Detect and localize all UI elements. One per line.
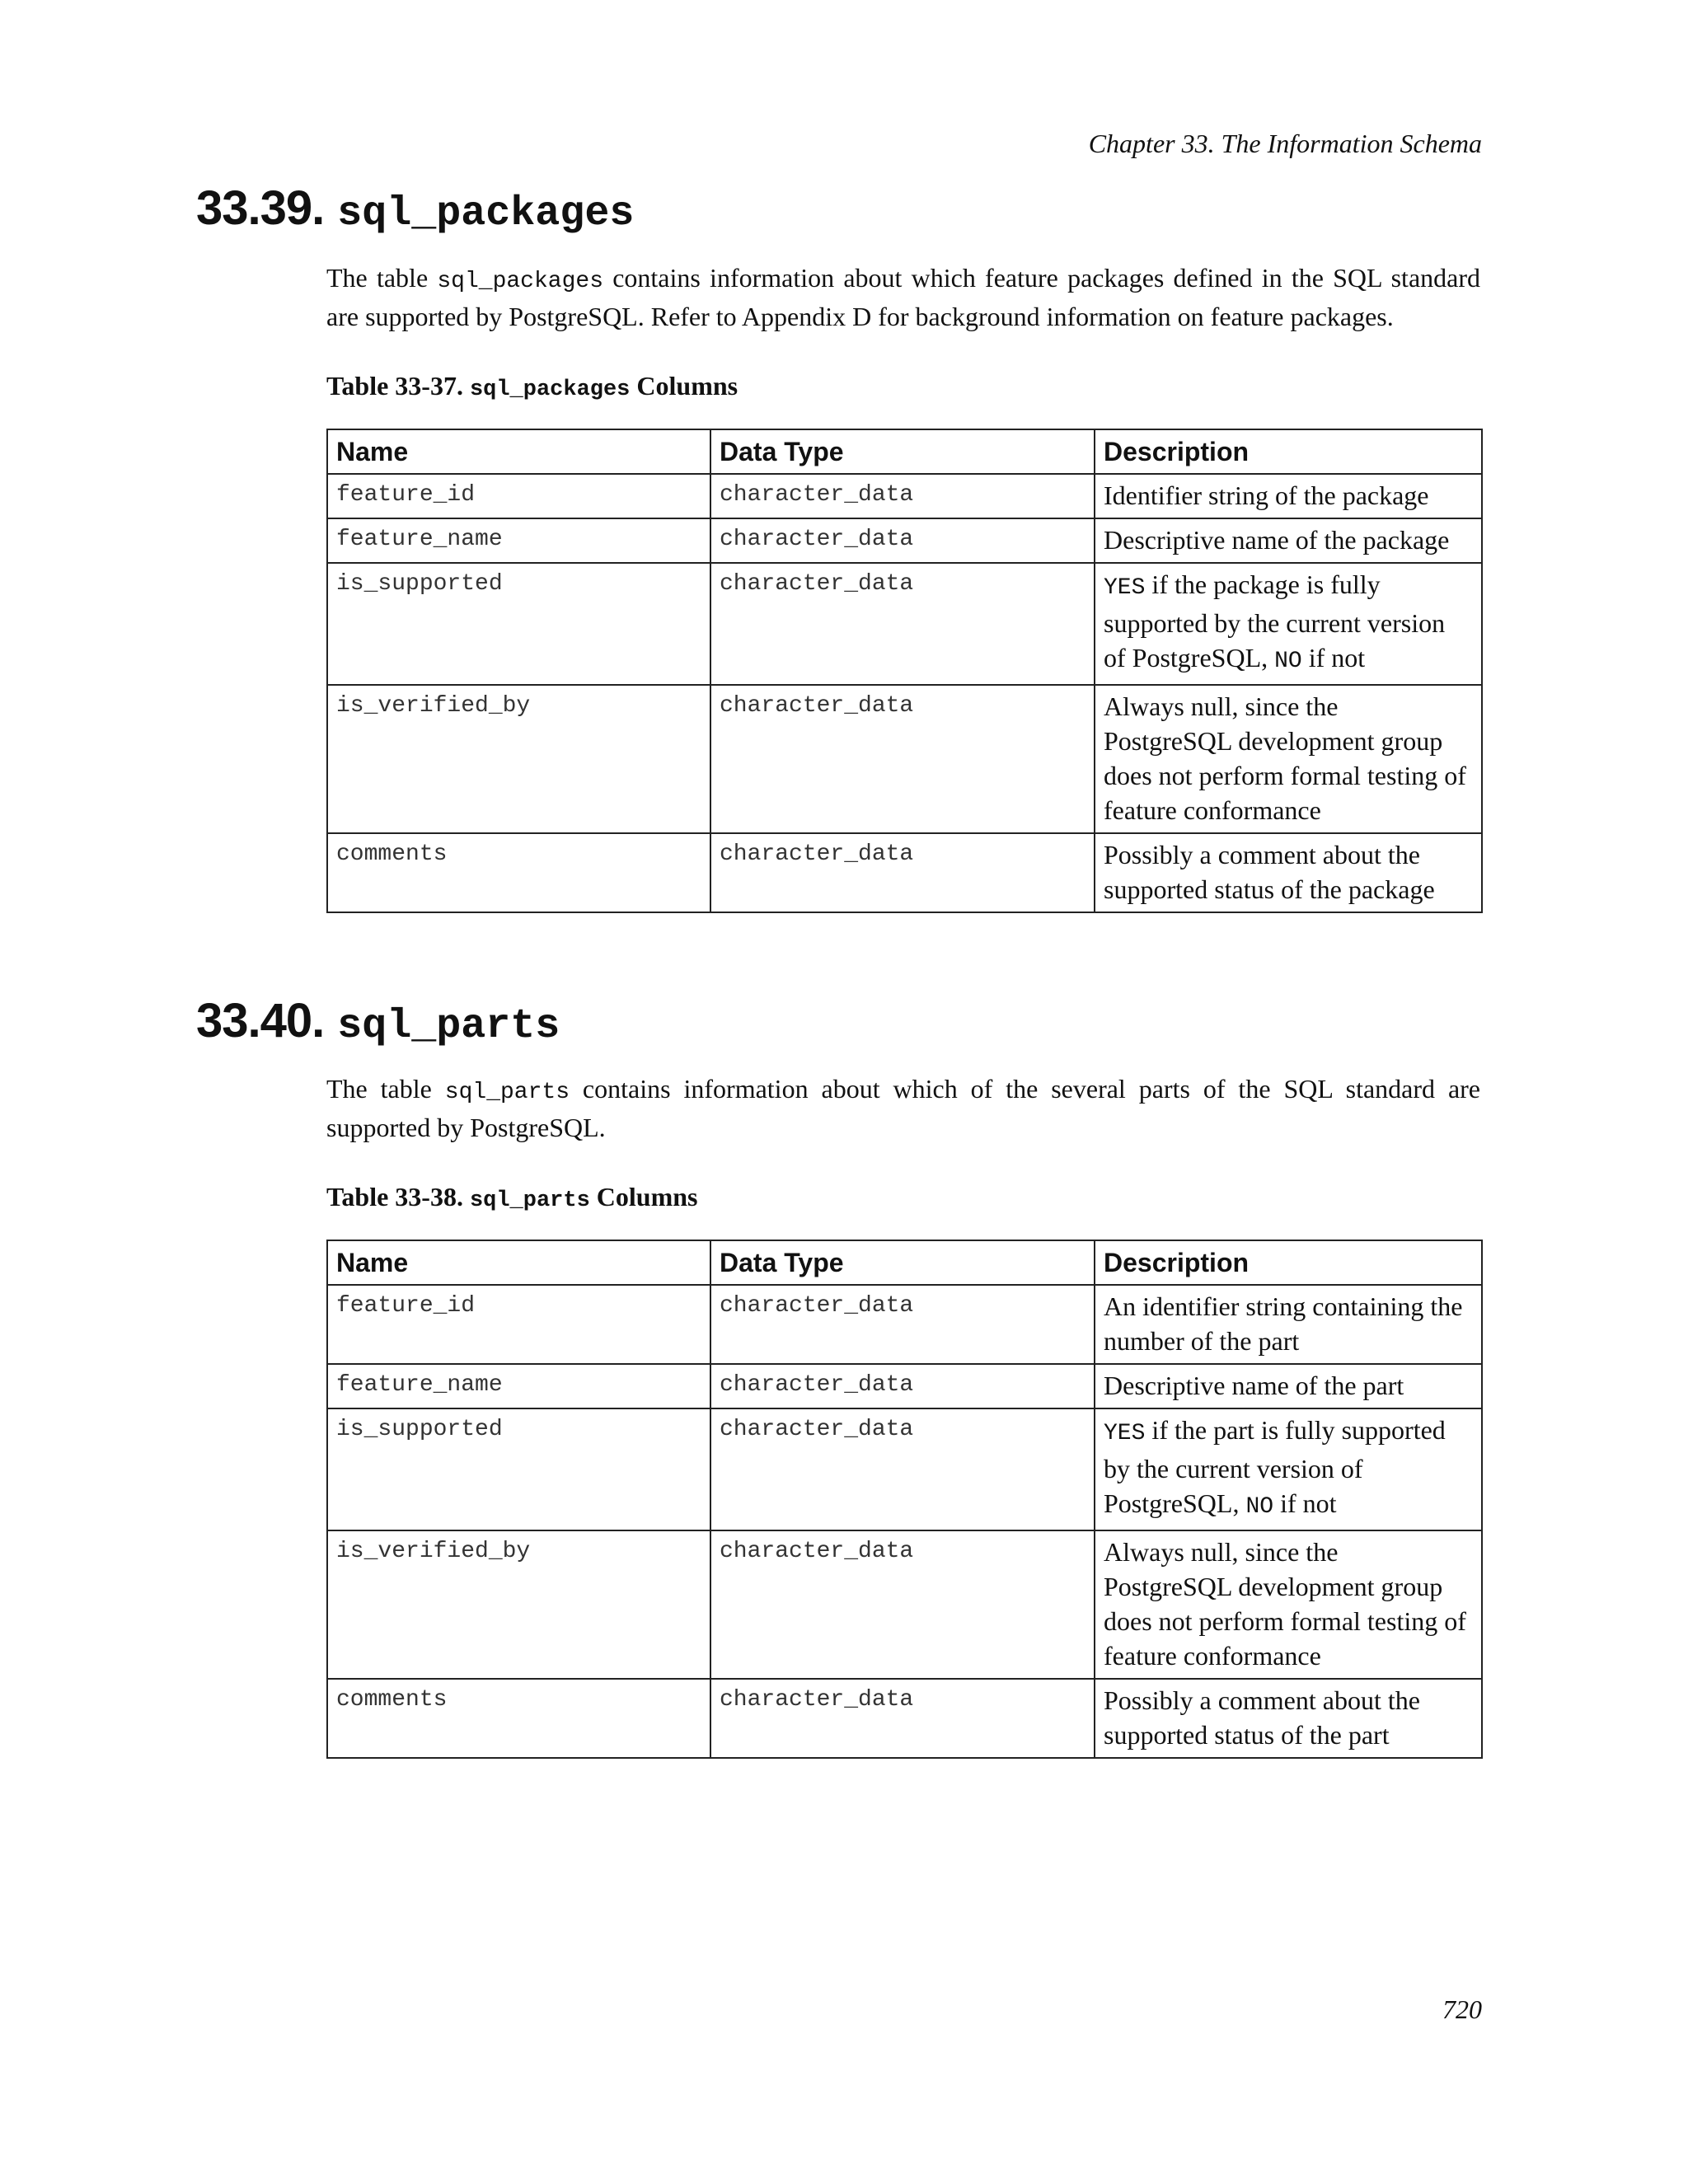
column-description: Descriptive name of the package [1095, 518, 1482, 563]
running-head: Chapter 33. The Information Schema [1088, 129, 1482, 158]
column-description: YES if the package is fully supported by the current version of PostgreSQL, NO if not [1095, 563, 1482, 685]
column-type: character_data [710, 474, 1095, 518]
column-type: character_data [710, 518, 1095, 563]
column-name: comments [327, 833, 710, 912]
section-number: 33.39. [196, 181, 325, 235]
column-description: Identifier string of the package [1095, 474, 1482, 518]
section-sql-packages [196, 181, 1482, 904]
column-description: Possibly a comment about the supported status of the package [1095, 833, 1482, 912]
section-code-title: sql_packages [337, 190, 635, 237]
column-description: YES if the part is fully supported by the current version of PostgreSQL, NO if not [1095, 1408, 1482, 1530]
column-description: Possibly a comment about the supported status of the part [1095, 1679, 1482, 1758]
column-type: character_data [710, 685, 1095, 833]
column-name: is_verified_by [327, 1530, 710, 1679]
section-number: 33.40. [196, 994, 325, 1047]
inline-code: sql_packages [437, 269, 603, 294]
column-description: Always null, since the PostgreSQL development group does not perform formal testing of feature conformance [1095, 685, 1482, 833]
column-name: feature_id [327, 1285, 710, 1364]
column-name: feature_name [327, 518, 710, 563]
table-header-row [327, 1240, 1482, 1285]
column-type: character_data [710, 1679, 1095, 1758]
table-caption: Table 33-38. sql_parts Columns [326, 1182, 698, 1213]
table-row [327, 1364, 1482, 1408]
table-row [327, 1530, 1482, 1679]
column-type: character_data [710, 563, 1095, 685]
column-name: feature_name [327, 1364, 710, 1408]
header-description: Description [1095, 1240, 1482, 1285]
section-sql-parts [196, 994, 1482, 1750]
column-name: feature_id [327, 474, 710, 518]
table-row [327, 833, 1482, 912]
sql-packages-columns-table [326, 429, 1483, 913]
page-number: 720 [1442, 1994, 1482, 2024]
section-code-title: sql_parts [337, 1003, 560, 1050]
column-description: An identifier string containing the number of the part [1095, 1285, 1482, 1364]
table-row [327, 474, 1482, 518]
section-title [196, 181, 1482, 237]
section-intro: The table sql_packages contains information about which feature packages defined in the SQL standard are supported by PostgreSQL. Refer to Appendix D for background information on feature packages. [326, 263, 1481, 331]
table-header-row [327, 429, 1482, 474]
header-name: Name [327, 429, 710, 474]
column-name: comments [327, 1679, 710, 1758]
column-type: character_data [710, 1285, 1095, 1364]
column-name: is_supported [327, 563, 710, 685]
table-row [327, 1679, 1482, 1758]
column-description: Descriptive name of the part [1095, 1364, 1482, 1408]
header-data-type: Data Type [710, 1240, 1095, 1285]
table-caption: Table 33-37. sql_packages Columns [326, 371, 738, 402]
column-description: Always null, since the PostgreSQL development group does not perform formal testing of feature conformance [1095, 1530, 1482, 1679]
section-intro: The table sql_parts contains information about which of the several parts of the SQL standard are supported by PostgreSQL. [326, 1074, 1481, 1142]
header-data-type: Data Type [710, 429, 1095, 474]
column-type: character_data [710, 1530, 1095, 1679]
column-type: character_data [710, 833, 1095, 912]
sql-parts-columns-table [326, 1240, 1483, 1759]
column-type: character_data [710, 1408, 1095, 1530]
section-title [196, 994, 1482, 1050]
table-row [327, 518, 1482, 563]
header-name: Name [327, 1240, 710, 1285]
table-row [327, 1408, 1482, 1530]
column-name: is_supported [327, 1408, 710, 1530]
header-description: Description [1095, 429, 1482, 474]
table-row [327, 1285, 1482, 1364]
column-type: character_data [710, 1364, 1095, 1408]
table-row [327, 685, 1482, 833]
column-name: is_verified_by [327, 685, 710, 833]
inline-code: sql_parts [444, 1080, 570, 1105]
table-row [327, 563, 1482, 685]
